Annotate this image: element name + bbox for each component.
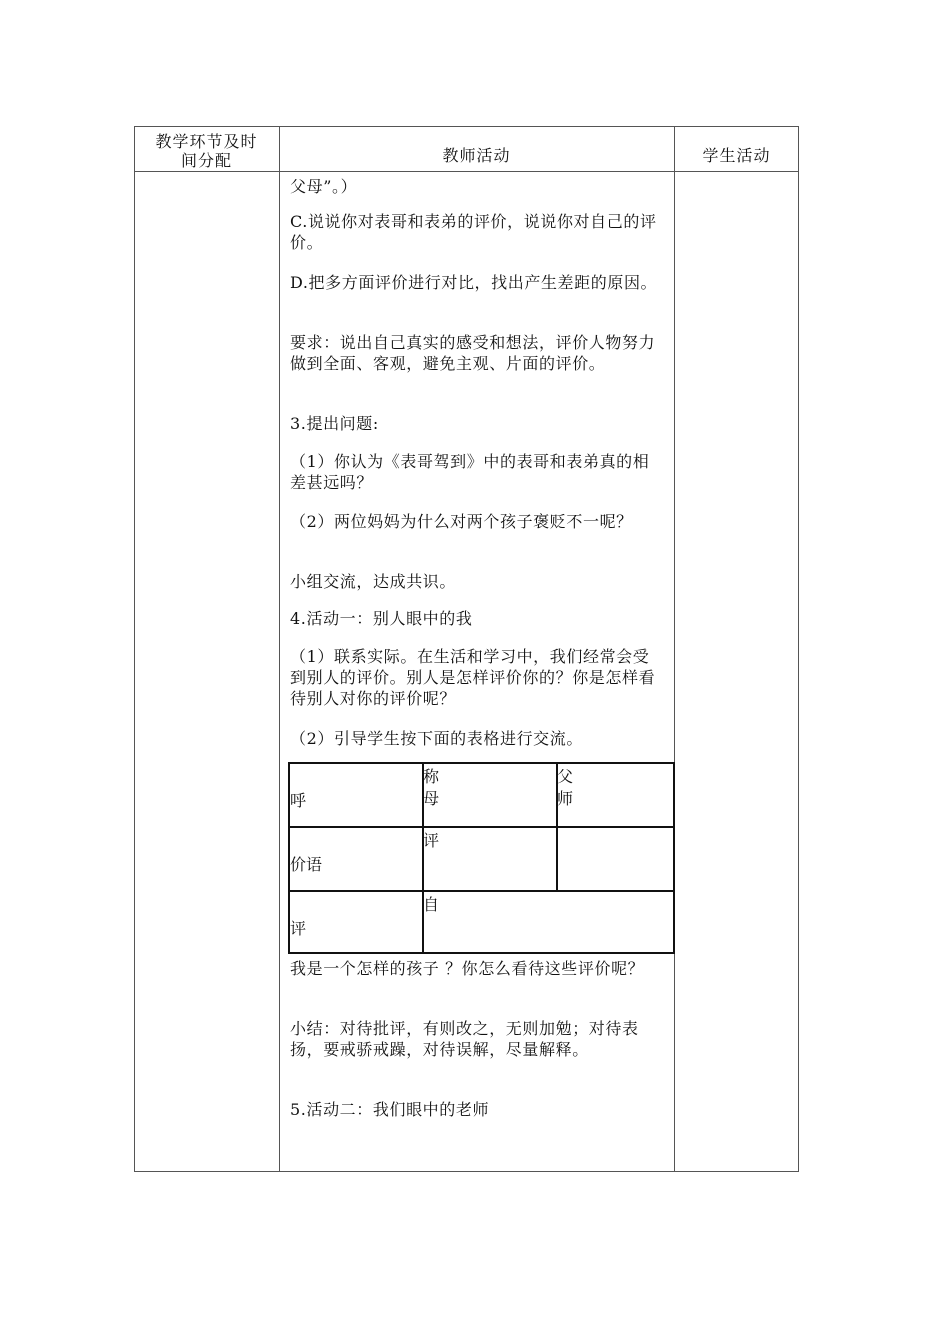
paragraph: 小组交流，达成共识。 <box>290 572 457 591</box>
paragraph: 小结：对待批评，有则改之，无则加勉；对待表扬，要戒骄戒躁，对待误解，尽量解释。 <box>290 1019 639 1059</box>
column-divider <box>674 127 675 1171</box>
cell-address-label: 呼 <box>290 791 307 810</box>
header-teacher-activity: 教师活动 <box>442 146 511 165</box>
header-divider <box>135 171 798 172</box>
cell-self-label: 评 <box>290 919 307 938</box>
paragraph: D.把多方面评价进行对比，找出产生差距的原因。 <box>290 273 658 292</box>
header-stage-time-line1: 教学环节及时 <box>155 132 258 151</box>
paragraph: 我是一个怎样的孩子 ？你怎么看待这些评价呢？ <box>290 959 645 978</box>
paragraph: 5.活动二：我们眼中的老师 <box>290 1100 490 1119</box>
paragraph: 要求：说出自己真实的感受和想法，评价人物努力做到全面、客观，避免主观、片面的评价。 <box>290 333 656 373</box>
paragraph: （2）引导学生按下面的表格进行交流。 <box>290 729 583 748</box>
row-divider <box>290 826 675 828</box>
cell-address-line1: 称 <box>423 767 440 786</box>
paragraph: （2）两位妈妈为什么对两个孩子褒贬不一呢？ <box>290 512 633 531</box>
paragraph: 4.活动一：别人眼中的我 <box>290 609 473 628</box>
cell-self-mark: 自 <box>423 895 440 914</box>
paragraph: 父母”。） <box>290 177 358 196</box>
evaluation-table <box>288 762 675 954</box>
header-stage-time-line2: 间分配 <box>180 151 232 170</box>
cell-address-line2: 母 <box>423 789 440 808</box>
paragraph: 3.提出问题: <box>290 414 379 433</box>
cell-father-line2: 师 <box>557 789 574 808</box>
column-divider <box>279 127 280 1171</box>
paragraph: C.说说你对表哥和表弟的评价，说说你对自己的评价。 <box>290 212 657 252</box>
header-stage-time <box>134 132 279 170</box>
paragraph: （1）联系实际。在生活和学习中，我们经常会受到别人的评价。别人是怎样评价你的？你是怎样看待别人对你的评价呢？ <box>290 647 656 708</box>
cell-evaluation-label: 价语 <box>290 855 323 874</box>
paragraph: （1）你认为《表哥驾到》中的表哥和表弟真的相差甚远吗？ <box>290 452 650 492</box>
cell-father-line1: 父 <box>557 767 574 786</box>
row-divider <box>290 890 675 892</box>
cell-evaluation-mark: 评 <box>423 831 440 850</box>
header-student-activity: 学生活动 <box>702 146 771 165</box>
